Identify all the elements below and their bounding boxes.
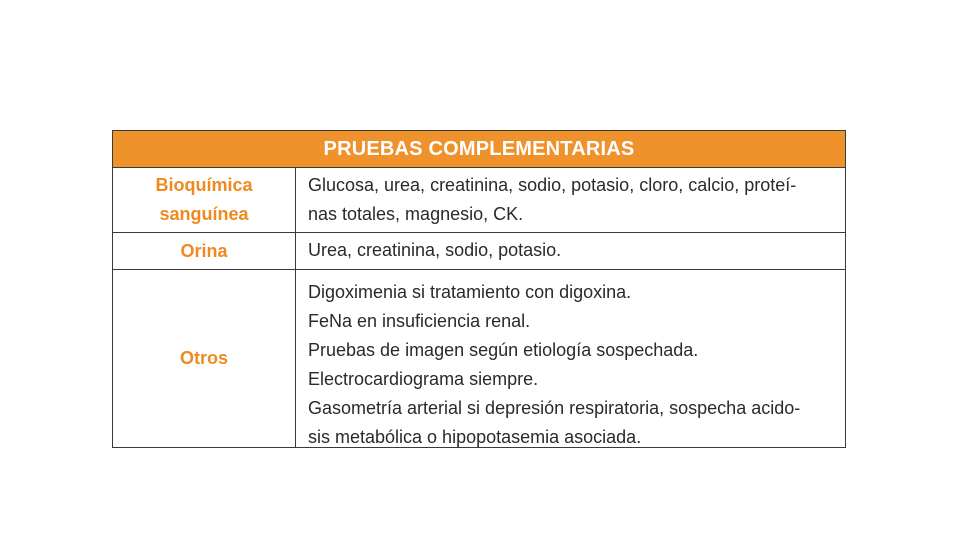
content-line: FeNa en insuficiencia renal.	[308, 311, 531, 331]
row-label-line: Bioquímica	[155, 175, 253, 195]
table-row-bioquimica	[113, 168, 845, 233]
content-line: Glucosa, urea, creatinina, sodio, potasio, cloro, calcio, proteí-	[308, 175, 797, 195]
row-content-bioquimica	[296, 168, 845, 232]
content-line: Gasometría arterial si depresión respiratoria, sospecha acido-	[308, 398, 801, 418]
table-row-otros	[113, 270, 845, 447]
row-label-line: sanguínea	[159, 204, 249, 224]
row-label-otros	[113, 270, 296, 447]
content-line: Digoximenia si tratamiento con digoxina.	[308, 282, 632, 302]
content-line: Urea, creatinina, sodio, potasio.	[308, 240, 562, 260]
content-line: nas totales, magnesio, CK.	[308, 204, 524, 224]
table-title: PRUEBAS COMPLEMENTARIAS	[113, 131, 845, 168]
table-row-orina	[113, 233, 845, 270]
content-line: Electrocardiograma siempre.	[308, 369, 539, 389]
row-label-bioquimica	[113, 168, 296, 232]
row-content-otros	[296, 270, 845, 447]
content-line: Pruebas de imagen según etiología sospechada.	[308, 340, 699, 360]
row-label-line: Orina	[180, 240, 228, 261]
row-content-orina	[296, 233, 845, 269]
row-label-orina	[113, 233, 296, 269]
content-line: sis metabólica o hipopotasemia asociada.	[308, 427, 642, 447]
row-label-line: Otros	[179, 348, 228, 368]
complementary-tests-table	[112, 130, 846, 448]
